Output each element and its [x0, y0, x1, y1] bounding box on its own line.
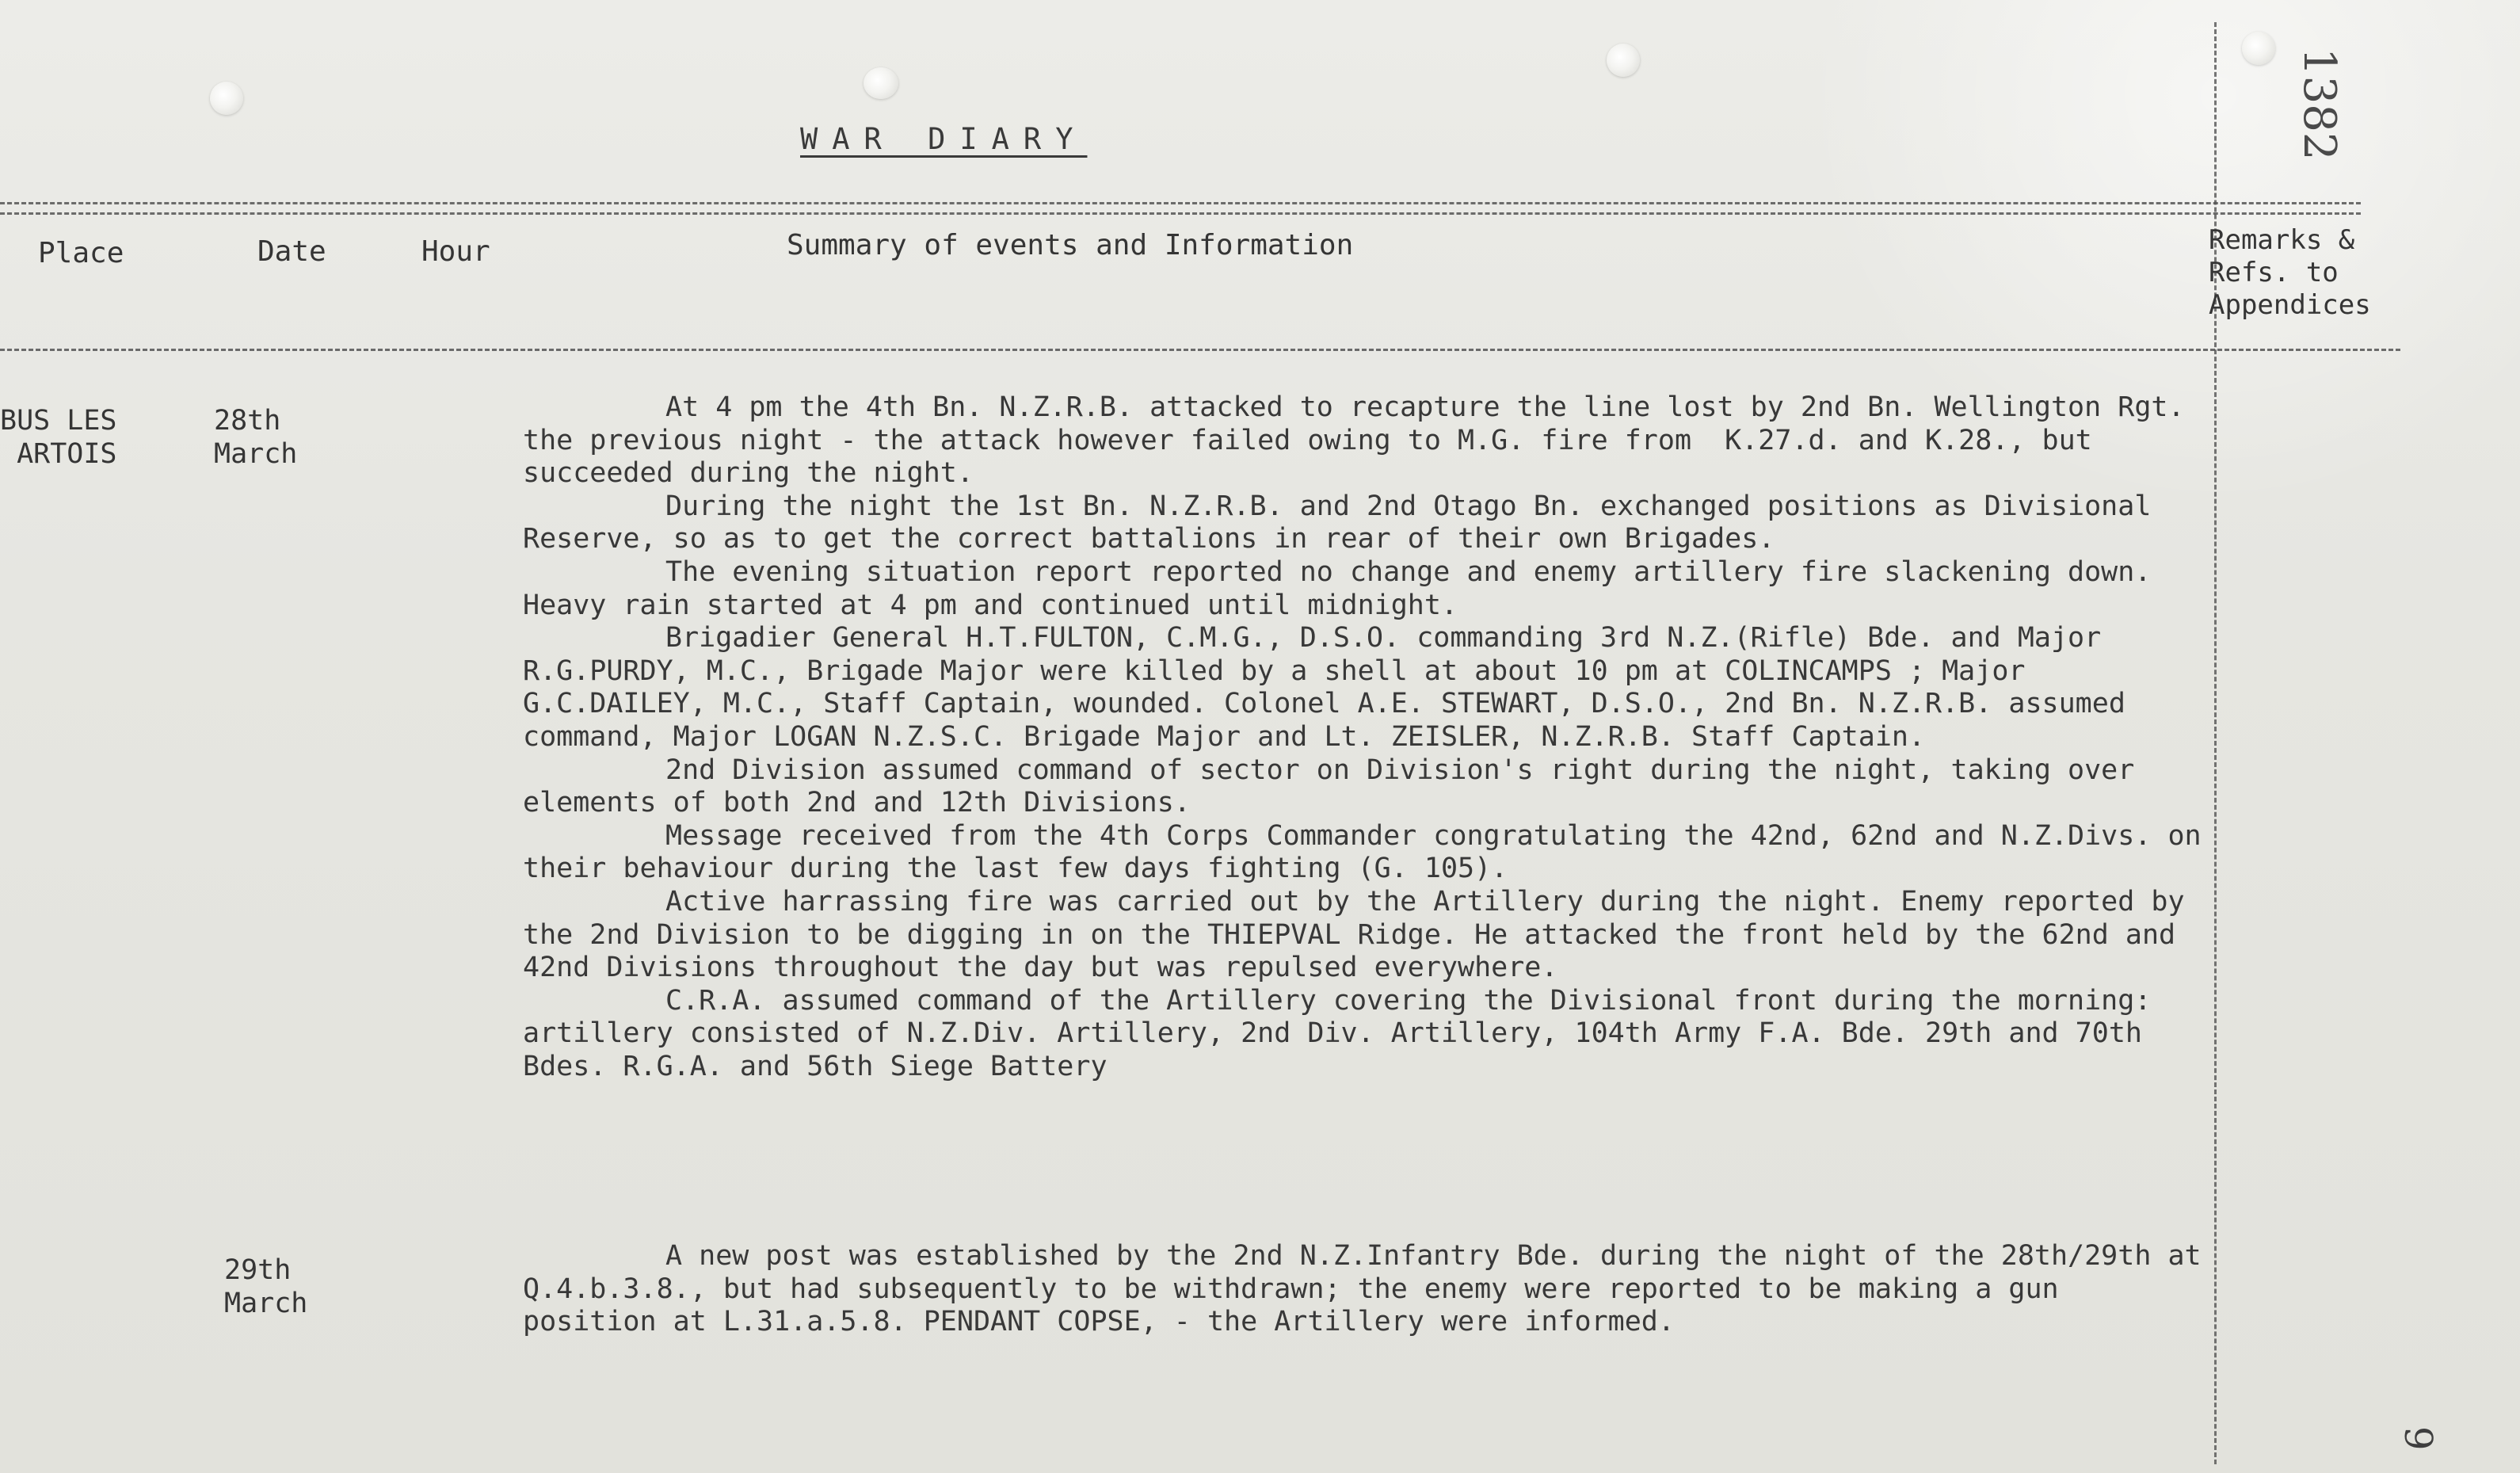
entry-summary	[523, 391, 2218, 1083]
paragraph: Message received from the 4th Corps Commander congratulating the 42nd, 62nd and N.Z.Divs. on their behaviour during the last few days fighting (G. 105).	[523, 819, 2218, 885]
header-hour: Hour	[421, 235, 490, 268]
header-summary: Summary of events and Information	[787, 229, 1354, 261]
header-top-rule	[0, 202, 2361, 215]
header-date: Date	[257, 235, 326, 268]
paper-hole-2	[864, 67, 898, 99]
entry-place: BUS LES ARTOIS	[0, 405, 117, 470]
header-remarks: Remarks & Refs. to Appendices	[2209, 224, 2371, 321]
header-place: Place	[38, 237, 124, 269]
paragraph: C.R.A. assumed command of the Artillery covering the Divisional front during the morning: artillery consisted of N.Z.Div. Artillery, 2nd Div. Artillery, 104th Army F.A. Bde. 29th and 70th Bdes. R.G.A. and 56th Siege Battery	[523, 984, 2168, 1082]
paragraph: At 4 pm the 4th Bn. N.Z.R.B. attacked to recapture the line lost by 2nd Bn. Wellington Rgt. the previous night - the attack however failed owing to M.G. fire from K.27.d. and K.28., but succeeded during the night.	[523, 391, 2202, 490]
paragraph: Active harrassing fire was carried out by the Artillery during the night. Enemy reported by the 2nd Division to be digging in on the THIEPVAL Ridge. He attacked the front held by the 62nd and 42nd Divisions throughout the day but was repulsed everywhere.	[523, 885, 2202, 984]
entry-date: 28th March	[214, 405, 298, 470]
paragraph: During the night the 1st Bn. N.Z.R.B. and 2nd Otago Bn. exchanged positions as Divisional Reserve, so as to get the correct battalions in rear of their own Brigades.	[523, 490, 2168, 555]
corner-page-number: 9	[2396, 1426, 2440, 1451]
paragraph: Brigadier General H.T.FULTON, C.M.G., D.S.O. commanding 3rd N.Z.(Rifle) Bde. and Major R.G.PURDY, M.C., Brigade Major were killed by a shell at about 10 pm at COLINCAMPS ; Major G.C.DAILEY, M.C., Staff Captain, wounded. Colonel A.E. STEWART, D.S.O., 2nd Bn. N.Z.R.B. assumed command, Major LOGAN N.Z.S.C. Brigade Major and Lt. ZEISLER, N.Z.R.B. Staff Captain.	[523, 622, 2142, 753]
side-page-number: 1382	[2293, 48, 2345, 161]
entry-date: 29th March	[224, 1254, 308, 1319]
paper-hole-3	[1607, 44, 1640, 77]
header-bottom-rule	[0, 349, 2400, 351]
page-title: WAR DIARY	[800, 122, 1088, 156]
entry-summary	[523, 1240, 2218, 1339]
paper-hole-4	[2242, 32, 2275, 65]
paragraph: A new post was established by the 2nd N.Z.Infantry Bde. during the night of the 28th/29th at Q.4.b.3.8., but had subsequently to be withdrawn; the enemy were reported to be making a gun position at L.31.a.5.8. PENDANT COPSE, - the Artillery were informed.	[523, 1240, 2218, 1338]
paper-hole-1	[210, 82, 243, 115]
paragraph: 2nd Division assumed command of sector on Division's right during the night, taking over elements of both 2nd and 12th Divisions.	[523, 754, 2152, 819]
paragraph: The evening situation report reported no change and enemy artillery fire slackening down. Heavy rain started at 4 pm and continued until midnight.	[523, 555, 2168, 621]
